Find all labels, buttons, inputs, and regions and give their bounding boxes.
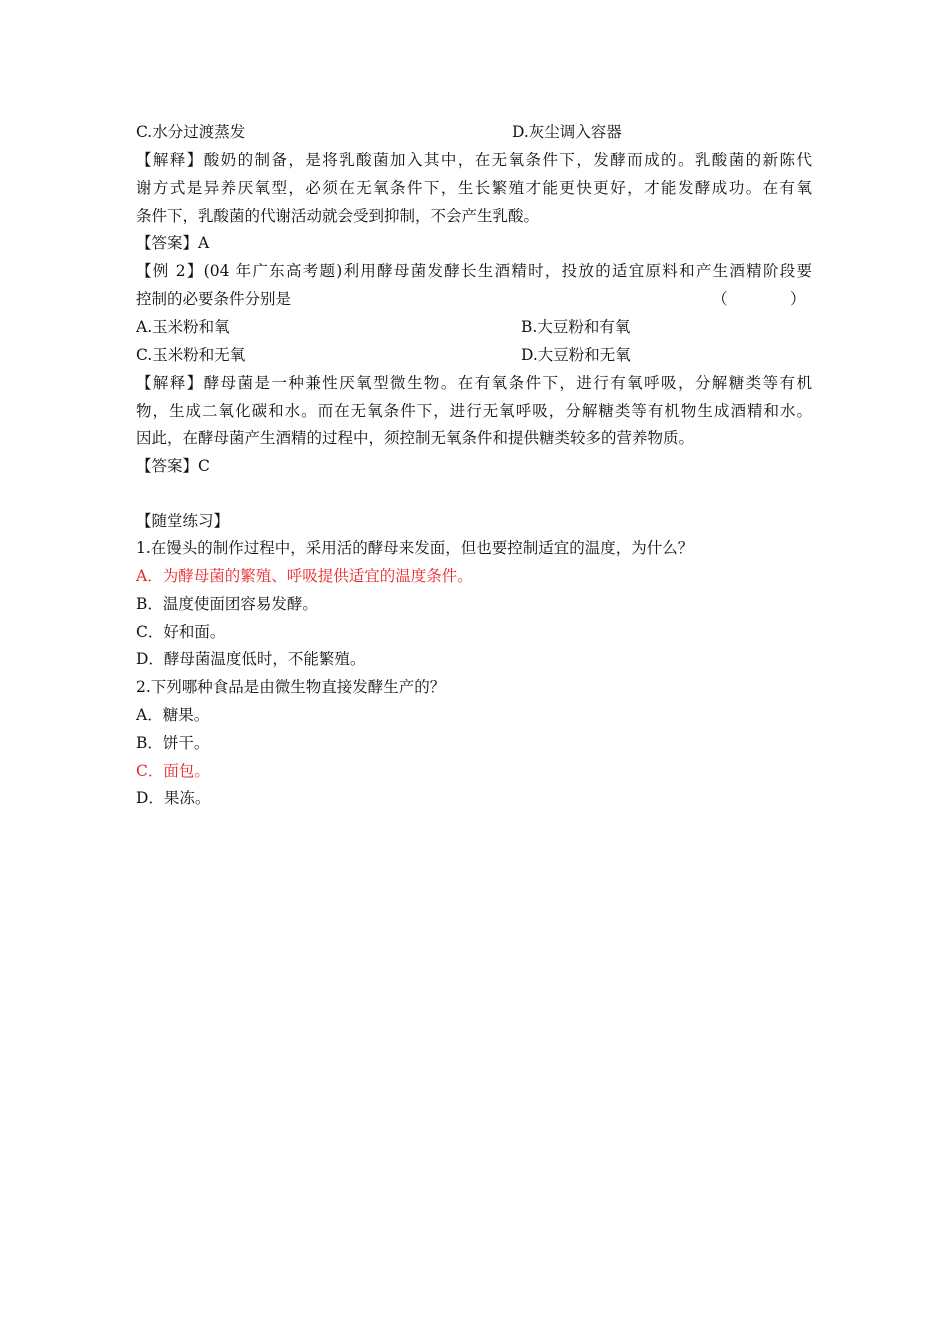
practice-q1-option-d: D．酵母菌温度低时，不能繁殖。 (136, 650, 366, 668)
example2-explanation-line3: 因此，在酵母菌产生酒精的过程中，须控制无氧条件和提供糖类较多的营养物质。 (136, 429, 695, 447)
example1-explanation-line3: 条件下，乳酸菌的代谢活动就会受到抑制，不会产生乳酸。 (136, 207, 540, 225)
example2-option-d: D.大豆粉和无氧 (521, 346, 631, 364)
example2-answer-paren-open: （ (712, 290, 728, 308)
example1-option-d: D.灰尘调入容器 (512, 123, 622, 141)
practice-q2-option-a: A．糖果。 (136, 706, 210, 724)
example2-question-line2: 控制的必要条件分别是 (136, 290, 292, 308)
example2-answer-paren-close: ） (790, 290, 806, 308)
practice-q1-option-c: C．好和面。 (136, 623, 226, 641)
example2-answer: 【答案】C (136, 457, 210, 475)
practice-q2-option-d: D．果冻。 (136, 789, 211, 807)
practice-heading: 【随堂练习】 (136, 512, 230, 530)
example1-explanation-line1: 【解释】酸奶的制备，是将乳酸菌加入其中，在无氧条件下，发酵而成的。乳酸菌的新陈代 (136, 151, 812, 169)
example2-option-a: A.玉米粉和氧 (136, 318, 230, 336)
example2-option-c: C.玉米粉和无氧 (136, 346, 246, 364)
practice-question-1: 1.在馒头的制作过程中，采用活的酵母来发面，但也要控制适宜的温度，为什么？ (136, 539, 694, 557)
practice-q1-option-b: B．温度使面团容易发酵。 (136, 595, 318, 613)
practice-question-2: 2.下列哪种食品是由微生物直接发酵生产的？ (136, 678, 446, 696)
example1-explanation-line2: 谢方式是异养厌氧型，必须在无氧条件下，生长繁殖才能更快更好，才能发酵成功。在有氧 (136, 179, 812, 197)
example1-option-c: C.水分过渡蒸发 (136, 123, 246, 141)
example2-explanation-line1: 【解释】酵母菌是一种兼性厌氧型微生物。在有氧条件下，进行有氧呼吸，分解糖类等有机 (136, 374, 812, 392)
example2-option-b: B.大豆粉和有氧 (521, 318, 631, 336)
practice-q2-option-b: B．饼干。 (136, 734, 210, 752)
example2-explanation-line2: 物，生成二氧化碳和水。而在无氧条件下，进行无氧呼吸，分解糖类等有机物生成酒精和水。 (136, 402, 812, 420)
example1-answer: 【答案】A (136, 234, 210, 252)
example2-question-line1: 【例 2】(04 年广东高考题)利用酵母菌发酵长生酒精时，投放的适宜原料和产生酒精阶段要 (136, 262, 812, 280)
practice-q1-option-a-correct: A．为酵母菌的繁殖、呼吸提供适宜的温度条件。 (136, 567, 473, 585)
practice-q2-option-c-correct: C．面包。 (136, 762, 210, 780)
